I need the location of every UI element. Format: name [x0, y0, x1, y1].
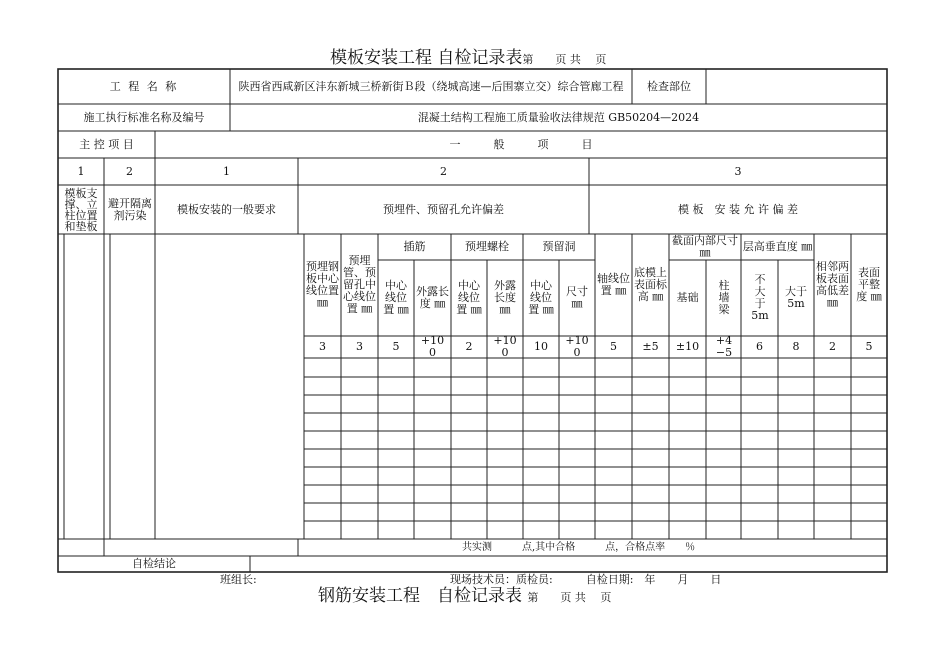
- tolerance-value: +10 0: [493, 334, 517, 359]
- hdr-dowel: 插筋: [403, 240, 426, 253]
- tolerance-value: ±5: [642, 340, 659, 353]
- tolerance-value: 2: [829, 340, 836, 353]
- general-group-requirements: 模板安装的一般要求: [177, 202, 276, 216]
- hdr-hole-size: 尺寸 ㎜: [566, 285, 588, 310]
- tolerance-value: 10: [534, 340, 548, 353]
- hdr-flatness: 表面平整度 ㎜: [856, 266, 882, 303]
- hdr-over-5m: 大于5m: [785, 285, 807, 310]
- hdr-adjacent-diff: 相邻两板表面高低差 ㎜: [816, 260, 849, 309]
- main-control-label: 主 控 项 目: [79, 137, 134, 151]
- main-item-release-agent: 避开隔离剂污染: [108, 196, 152, 222]
- hdr-bottom-elevation: 底模上表面标高 ㎜: [634, 266, 667, 303]
- general-group-tolerance: 模 板 安 装 允 许 偏 差: [678, 202, 798, 216]
- hdr-column-wall-beam: 柱墙梁: [718, 279, 730, 316]
- tolerance-value: 3: [356, 340, 363, 353]
- col-number: 3: [734, 164, 742, 178]
- hdr-section-size: 截面内部尺寸 ㎜: [672, 234, 738, 259]
- hdr-foundation: 基础: [676, 291, 699, 304]
- form-page-suffix: 第 页 共 页: [522, 53, 607, 66]
- tolerance-value: 2: [465, 340, 473, 353]
- project-name-label: 工 程 名 称: [109, 79, 179, 93]
- col-number: 1: [77, 164, 85, 178]
- hdr-hole: 预留洞: [542, 240, 576, 253]
- tolerance-value: 5: [392, 340, 400, 353]
- main-item-support: 模板支撑、立柱位置和垫板: [64, 186, 98, 233]
- inspection-part-label: 检查部位: [647, 79, 691, 93]
- conclusion-label: 自检结论: [132, 557, 176, 570]
- col-number: 2: [440, 164, 447, 178]
- tolerance-value: +10 0: [565, 334, 589, 359]
- inspection-part-value[interactable]: [706, 69, 887, 104]
- tolerance-value: 8: [792, 340, 800, 353]
- tolerance-value: +4 −5: [715, 334, 733, 359]
- hdr-dowel-exposed: 外露长度 ㎜: [416, 285, 449, 310]
- hdr-bolt-center: 中心线位置 ㎜: [456, 279, 482, 316]
- hdr-axis-position: 轴线位置 ㎜: [597, 272, 630, 297]
- project-name-value: 陕西省西咸新区沣东新城三桥新街Ｂ段（绕城高速—后围寨立交）综合管廊工程: [238, 79, 624, 93]
- hdr-story-vertical: 层高垂直度 ㎜: [742, 240, 813, 253]
- col-number: 1: [223, 164, 230, 178]
- hdr-bolt: 预埋螺栓: [465, 240, 509, 253]
- hdr-dowel-center: 中心线位置 ㎜: [383, 279, 409, 316]
- hdr-bolt-exposed: 外露长度 ㎜: [494, 279, 516, 316]
- tolerance-value: 5: [610, 340, 617, 353]
- next-form-page-suffix: 第 页 共 页: [527, 591, 612, 604]
- next-form-title: [318, 588, 611, 605]
- col-number: 2: [126, 164, 133, 178]
- standard-label: 施工执行标准名称及编号: [83, 110, 205, 124]
- standard-value: 混凝土结构工程施工质量验收法律规范 GB50204—2024: [417, 110, 700, 124]
- tolerance-value: +10 0: [420, 334, 445, 359]
- general-items-label: 一 般 项 目: [449, 137, 593, 151]
- general-group-embedded: 预埋件、预留孔允许偏差: [383, 202, 504, 216]
- hdr-hole-center: 中心线位置 ㎜: [528, 279, 554, 316]
- hdr-not-over-5m: 不大于5m: [751, 273, 769, 322]
- tolerance-value: 3: [319, 340, 326, 353]
- tolerance-value: 5: [865, 340, 873, 353]
- next-form-title-text: 钢筋安装工程 自检记录表: [318, 586, 522, 606]
- hdr-embedded-pipe: 预埋管、预留孔中心线位置 ㎜: [343, 254, 376, 315]
- form-title-text: 模板安装工程 自检记录表: [330, 48, 523, 68]
- signature-team-leader: 班组长:: [220, 573, 257, 586]
- tolerance-value: 6: [756, 340, 763, 353]
- hdr-embedded-plate: 预埋钢板中心线位置 ㎜: [306, 260, 339, 309]
- signature-inspectors: 现场技术员：质检员: 自检日期: 年 月 日: [450, 573, 722, 586]
- tolerance-value: ±10: [675, 340, 700, 353]
- conclusion-value[interactable]: [250, 556, 887, 572]
- summary-row: 共实测 点,其中合格 点，合格点率 ％: [462, 541, 696, 553]
